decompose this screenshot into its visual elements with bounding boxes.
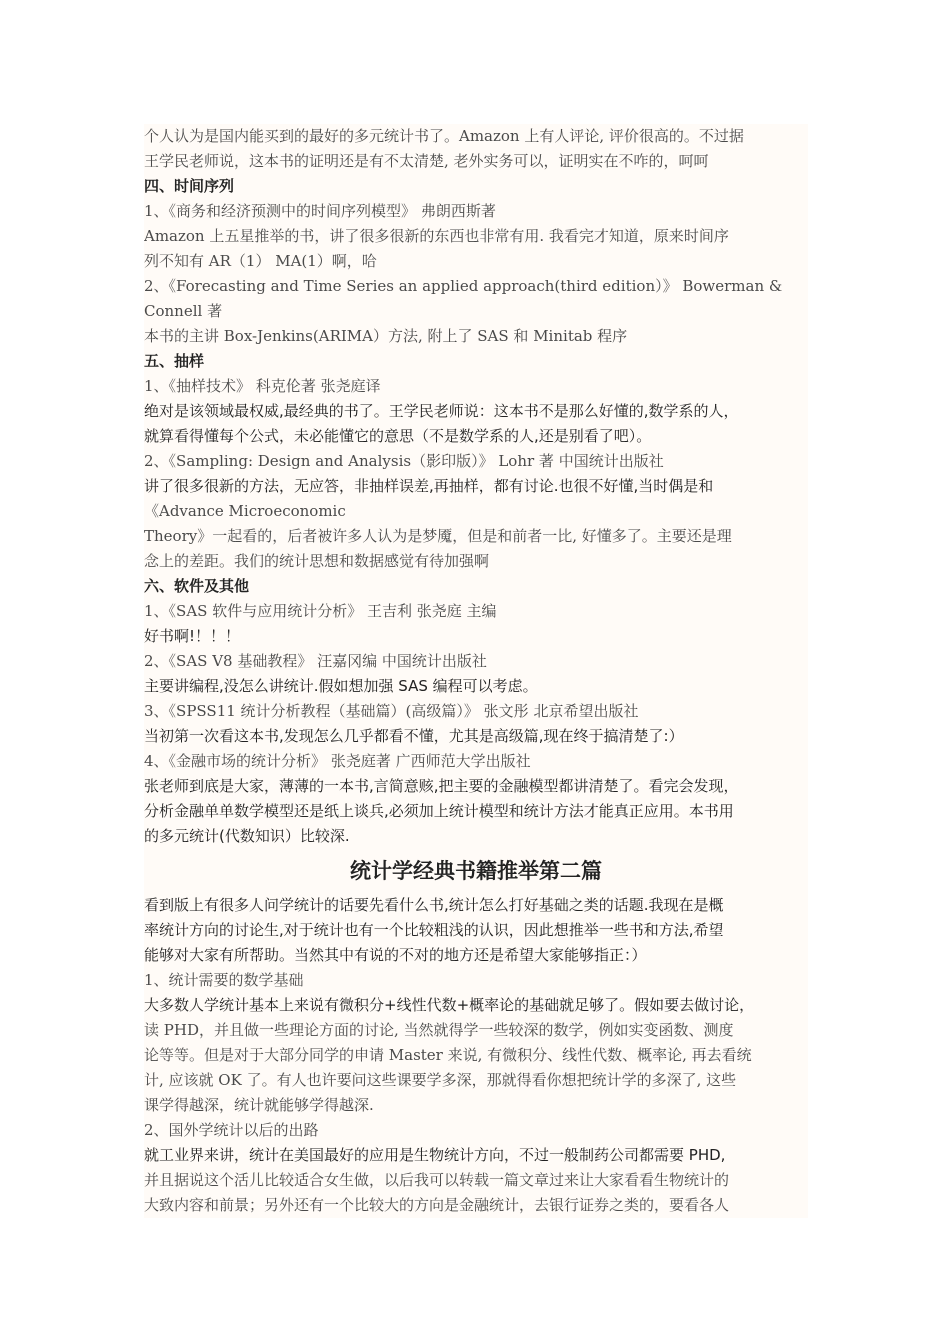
book-entry: 2、《Sampling: Design and Analysis（影印版）》 Lohr 著 中国统计出版社 — [144, 452, 664, 470]
book-entry: 2、《SAS V8 基础教程》 汪嘉冈编 中国统计出版社 — [144, 652, 487, 670]
book-entry: 1、《抽样技术》 科克伦著 张尧庭译 — [144, 377, 381, 395]
text-line: 课学得越深，统计就能够学得越深. — [144, 1096, 374, 1114]
subsection-heading: 2、国外学统计以后的出路 — [144, 1121, 319, 1139]
text-line: Theory》一起看的，后者被许多人认为是梦魇，但是和前者一比, 好懂多了。主要还是理 — [144, 527, 732, 545]
text-line: 论等等。但是对于大部分同学的申请 Master 来说, 有微积分、线性代数、概率论, 再去看统 — [144, 1046, 752, 1064]
text-line: 大多数人学统计基本上来说有微积分+线性代数+概率论的基础就足够了。假如要去做讨论， — [144, 996, 755, 1014]
text-line: 念上的差距。我们的统计思想和数据感觉有待加强啊 — [144, 552, 490, 570]
text-line: 好书啊!！！！ — [144, 627, 241, 645]
text-line: 并且据说这个活儿比较适合女生做，以后我可以转载一篇文章过来让大家看看生物统计的 — [144, 1171, 730, 1189]
text-line: 率统计方向的讨论生,对于统计也有一个比较粗浅的认识，因此想推举一些书和方法,希望 — [144, 921, 724, 939]
book-entry: Connell 著 — [144, 302, 223, 320]
text-line: 读 PHD，并且做一些理论方面的讨论, 当然就得学一些较深的数学，例如实变函数、测度 — [144, 1021, 734, 1039]
section-heading: 四、时间序列 — [144, 177, 235, 195]
text-line: 列不知有 AR（1） MA(1）啊，哈 — [144, 252, 377, 270]
text-line: 张老师到底是大家，薄薄的一本书,言简意赅,把主要的金融模型都讲清楚了。看完会发现， — [144, 777, 739, 795]
book-entry: 1、《商务和经济预测中的时间序列模型》 弗朗西斯著 — [144, 202, 496, 220]
text-line: 主要讲编程,没怎么讲统计.假如想加强 SAS 编程可以考虑。 — [144, 677, 538, 695]
text-line: 讲了很多很新的方法，无应答，非抽样误差,再抽样，都有讨论.也很不好懂,当时偶是和 — [144, 477, 714, 495]
text-line: 大致内容和前景；另外还有一个比较大的方向是金融统计，去银行证券之类的，要看各人 — [144, 1196, 730, 1214]
section-heading: 六、软件及其他 — [144, 577, 250, 595]
text-line: 就算看得懂每个公式，未必能懂它的意思（不是数学系的人,还是别看了吧）。 — [144, 427, 652, 445]
article-title: 统计学经典书籍推举第二篇 — [350, 859, 602, 883]
text-line: 王学民老师说，这本书的证明还是有不太清楚, 老外实务可以，证明实在不咋的，呵呵 — [144, 152, 709, 170]
text-line: 《Advance Microeconomic — [144, 502, 346, 520]
text-line: 看到版上有很多人问学统计的话要先看什么书,统计怎么打好基础之类的话题.我现在是概 — [144, 896, 724, 914]
book-entry: 4、《金融市场的统计分析》 张尧庭著 广西师范大学出版社 — [144, 752, 531, 770]
document-body — [144, 124, 808, 1218]
book-entry: 3、《SPSS11 统计分析教程（基础篇）(高级篇）》 张文彤 北京希望出版社 — [144, 702, 639, 720]
text-line: 绝对是该领域最权威,最经典的书了。王学民老师说：这本书不是那么好懂的,数学系的人， — [144, 402, 739, 420]
text-line: 的多元统计(代数知识）比较深. — [144, 827, 350, 845]
text-line: Amazon 上五星推举的书，讲了很多很新的东西也非常有用. 我看完才知道，原来时间序 — [144, 227, 729, 245]
text-line: 个人认为是国内能买到的最好的多元统计书了。Amazon 上有人评论, 评价很高的。不过据 — [144, 127, 744, 145]
section-heading: 五、抽样 — [144, 352, 205, 370]
book-entry: 2、《Forecasting and Time Series an applied approach(third edition）》 Bowerman & — [144, 277, 783, 295]
subsection-heading: 1、统计需要的数学基础 — [144, 971, 304, 989]
text-line: 分析金融单单数学模型还是纸上谈兵,必须加上统计模型和统计方法才能真正应用。本书用 — [144, 802, 734, 820]
text-line: 计, 应该就 OK 了。有人也许要问这些课要学多深，那就得看你想把统计学的多深了, 这些 — [144, 1071, 737, 1089]
book-entry: 1、《SAS 软件与应用统计分析》 王吉利 张尧庭 主编 — [144, 602, 497, 620]
text-line: 就工业界来讲，统计在美国最好的应用是生物统计方向，不过一般制药公司都需要 PHD, — [144, 1146, 726, 1164]
text-line: 本书的主讲 Box-Jenkins(ARIMA）方法, 附上了 SAS 和 Minitab 程序 — [144, 327, 628, 345]
text-line: 能够对大家有所帮助。当然其中有说的不对的地方还是希望大家能够指正：） — [144, 946, 647, 964]
text-line: 当初第一次看这本书,发现怎么几乎都看不懂，尤其是高级篇,现在终于搞清楚了:） — [144, 727, 684, 745]
